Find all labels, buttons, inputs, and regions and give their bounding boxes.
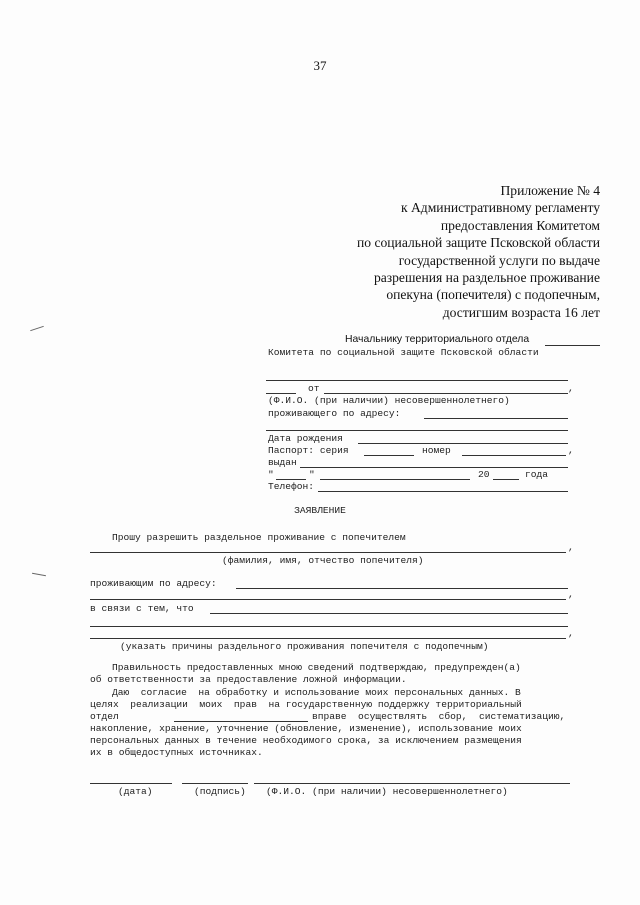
from-label: от	[308, 383, 320, 394]
comma: ,	[568, 383, 574, 394]
statement-title: ЗАЯВЛЕНИЕ	[294, 505, 346, 516]
appendix-line-8: достигшим возраста 16 лет	[442, 304, 600, 320]
para2-line3b: вправе осуществлять сбор, систематизацию,	[312, 711, 566, 722]
scan-mark	[32, 573, 46, 576]
appendix-line-7: опекуна (попечителя) с подопечным,	[386, 287, 600, 303]
fio-signature-hint: (Ф.И.О. (при наличии) несовершеннолетнего)	[266, 786, 508, 797]
reason-hint: (указать причины раздельного проживания попечителя с подопечным)	[120, 641, 489, 652]
comma: ,	[568, 628, 574, 639]
to-head-label: Начальнику территориального отдела	[345, 334, 530, 345]
address-line-2	[266, 430, 568, 431]
appendix-line-4: по социальной защите Псковской области	[356, 235, 600, 251]
to-head-line	[545, 345, 600, 346]
year-line	[493, 479, 519, 480]
reason-line-3	[90, 638, 566, 639]
guardian-address-line-2	[90, 599, 566, 600]
date-line	[90, 783, 172, 784]
passport-series-label: Паспорт: серия	[268, 445, 349, 456]
reason-label: в связи с тем, что	[90, 603, 194, 614]
fio-line	[254, 783, 570, 784]
address-line-1	[424, 418, 568, 419]
dept-line	[174, 721, 308, 722]
quote-close: "	[309, 469, 315, 480]
addressee-line-from-left	[266, 393, 296, 394]
comma: ,	[568, 542, 574, 553]
comma: ,	[568, 445, 574, 456]
passport-number-label: номер	[422, 445, 451, 456]
month-line	[320, 479, 470, 480]
quote-open: "	[268, 469, 274, 480]
passport-number-line	[462, 455, 566, 456]
para2-line3a: отдел	[90, 711, 119, 722]
guardian-hint: (фамилия, имя, отчество попечителя)	[222, 555, 424, 566]
birth-label: Дата рождения	[268, 433, 343, 444]
signature-line	[182, 783, 248, 784]
committee-label: Комитета по социальной защите Псковской области	[268, 347, 539, 358]
para2-line2: целях реализации моих прав на государственную поддержку территориальный	[90, 699, 522, 710]
guardian-address-line-1	[236, 588, 568, 589]
phone-label: Телефон:	[268, 481, 315, 492]
appendix-header	[240, 182, 600, 321]
issued-line	[300, 467, 568, 468]
appendix-line-2: к Административному регламенту	[400, 200, 600, 216]
year-label: года	[525, 469, 549, 480]
birth-line	[358, 443, 568, 444]
passport-series-line	[364, 455, 414, 456]
addressee-line-1	[266, 380, 568, 381]
scan-mark	[30, 326, 44, 331]
from-line	[324, 393, 568, 394]
date-hint: (дата)	[118, 786, 153, 797]
phone-line	[318, 491, 568, 492]
appendix-line-5: государственной услуги по выдаче	[398, 252, 600, 268]
request-text: Прошу разрешить раздельное проживание с попечителем	[112, 532, 406, 543]
page-number: 37	[313, 58, 327, 73]
guardian-line	[90, 552, 566, 553]
para2-line5: персональных данных в течение необходимого срока, за исключением размещения	[90, 735, 522, 746]
signature-hint: (подпись)	[194, 786, 246, 797]
year-prefix: 20	[478, 469, 490, 480]
reason-line-1	[210, 613, 568, 614]
issued-label: выдан	[268, 457, 297, 468]
para2-line4: накопление, хранение, уточнение (обновление, изменение), использование моих	[90, 723, 522, 734]
comma: ,	[568, 589, 574, 600]
reason-line-2	[90, 626, 568, 627]
appendix-line-3: предоставления Комитетом	[440, 217, 600, 233]
appendix-line-6: разрешения на раздельное проживание	[373, 270, 600, 286]
para2-line6: их в общедоступных источниках.	[90, 747, 263, 758]
para2-line1: Даю согласие на обработку и использование моих персональных данных. В	[112, 687, 521, 698]
fio-hint: (Ф.И.О. (при наличии) несовершеннолетнего)	[268, 395, 510, 406]
day-line	[276, 479, 306, 480]
appendix-line-1: Приложение № 4	[500, 183, 600, 198]
guardian-address-label: проживающим по адресу:	[90, 578, 217, 589]
para1-line2: об ответственности за предоставление ложной информации.	[90, 674, 407, 685]
residing-label: проживающего по адресу:	[268, 408, 401, 419]
para1-line1: Правильность предоставленных мною сведений подтверждаю, предупрежден(а)	[112, 662, 521, 673]
